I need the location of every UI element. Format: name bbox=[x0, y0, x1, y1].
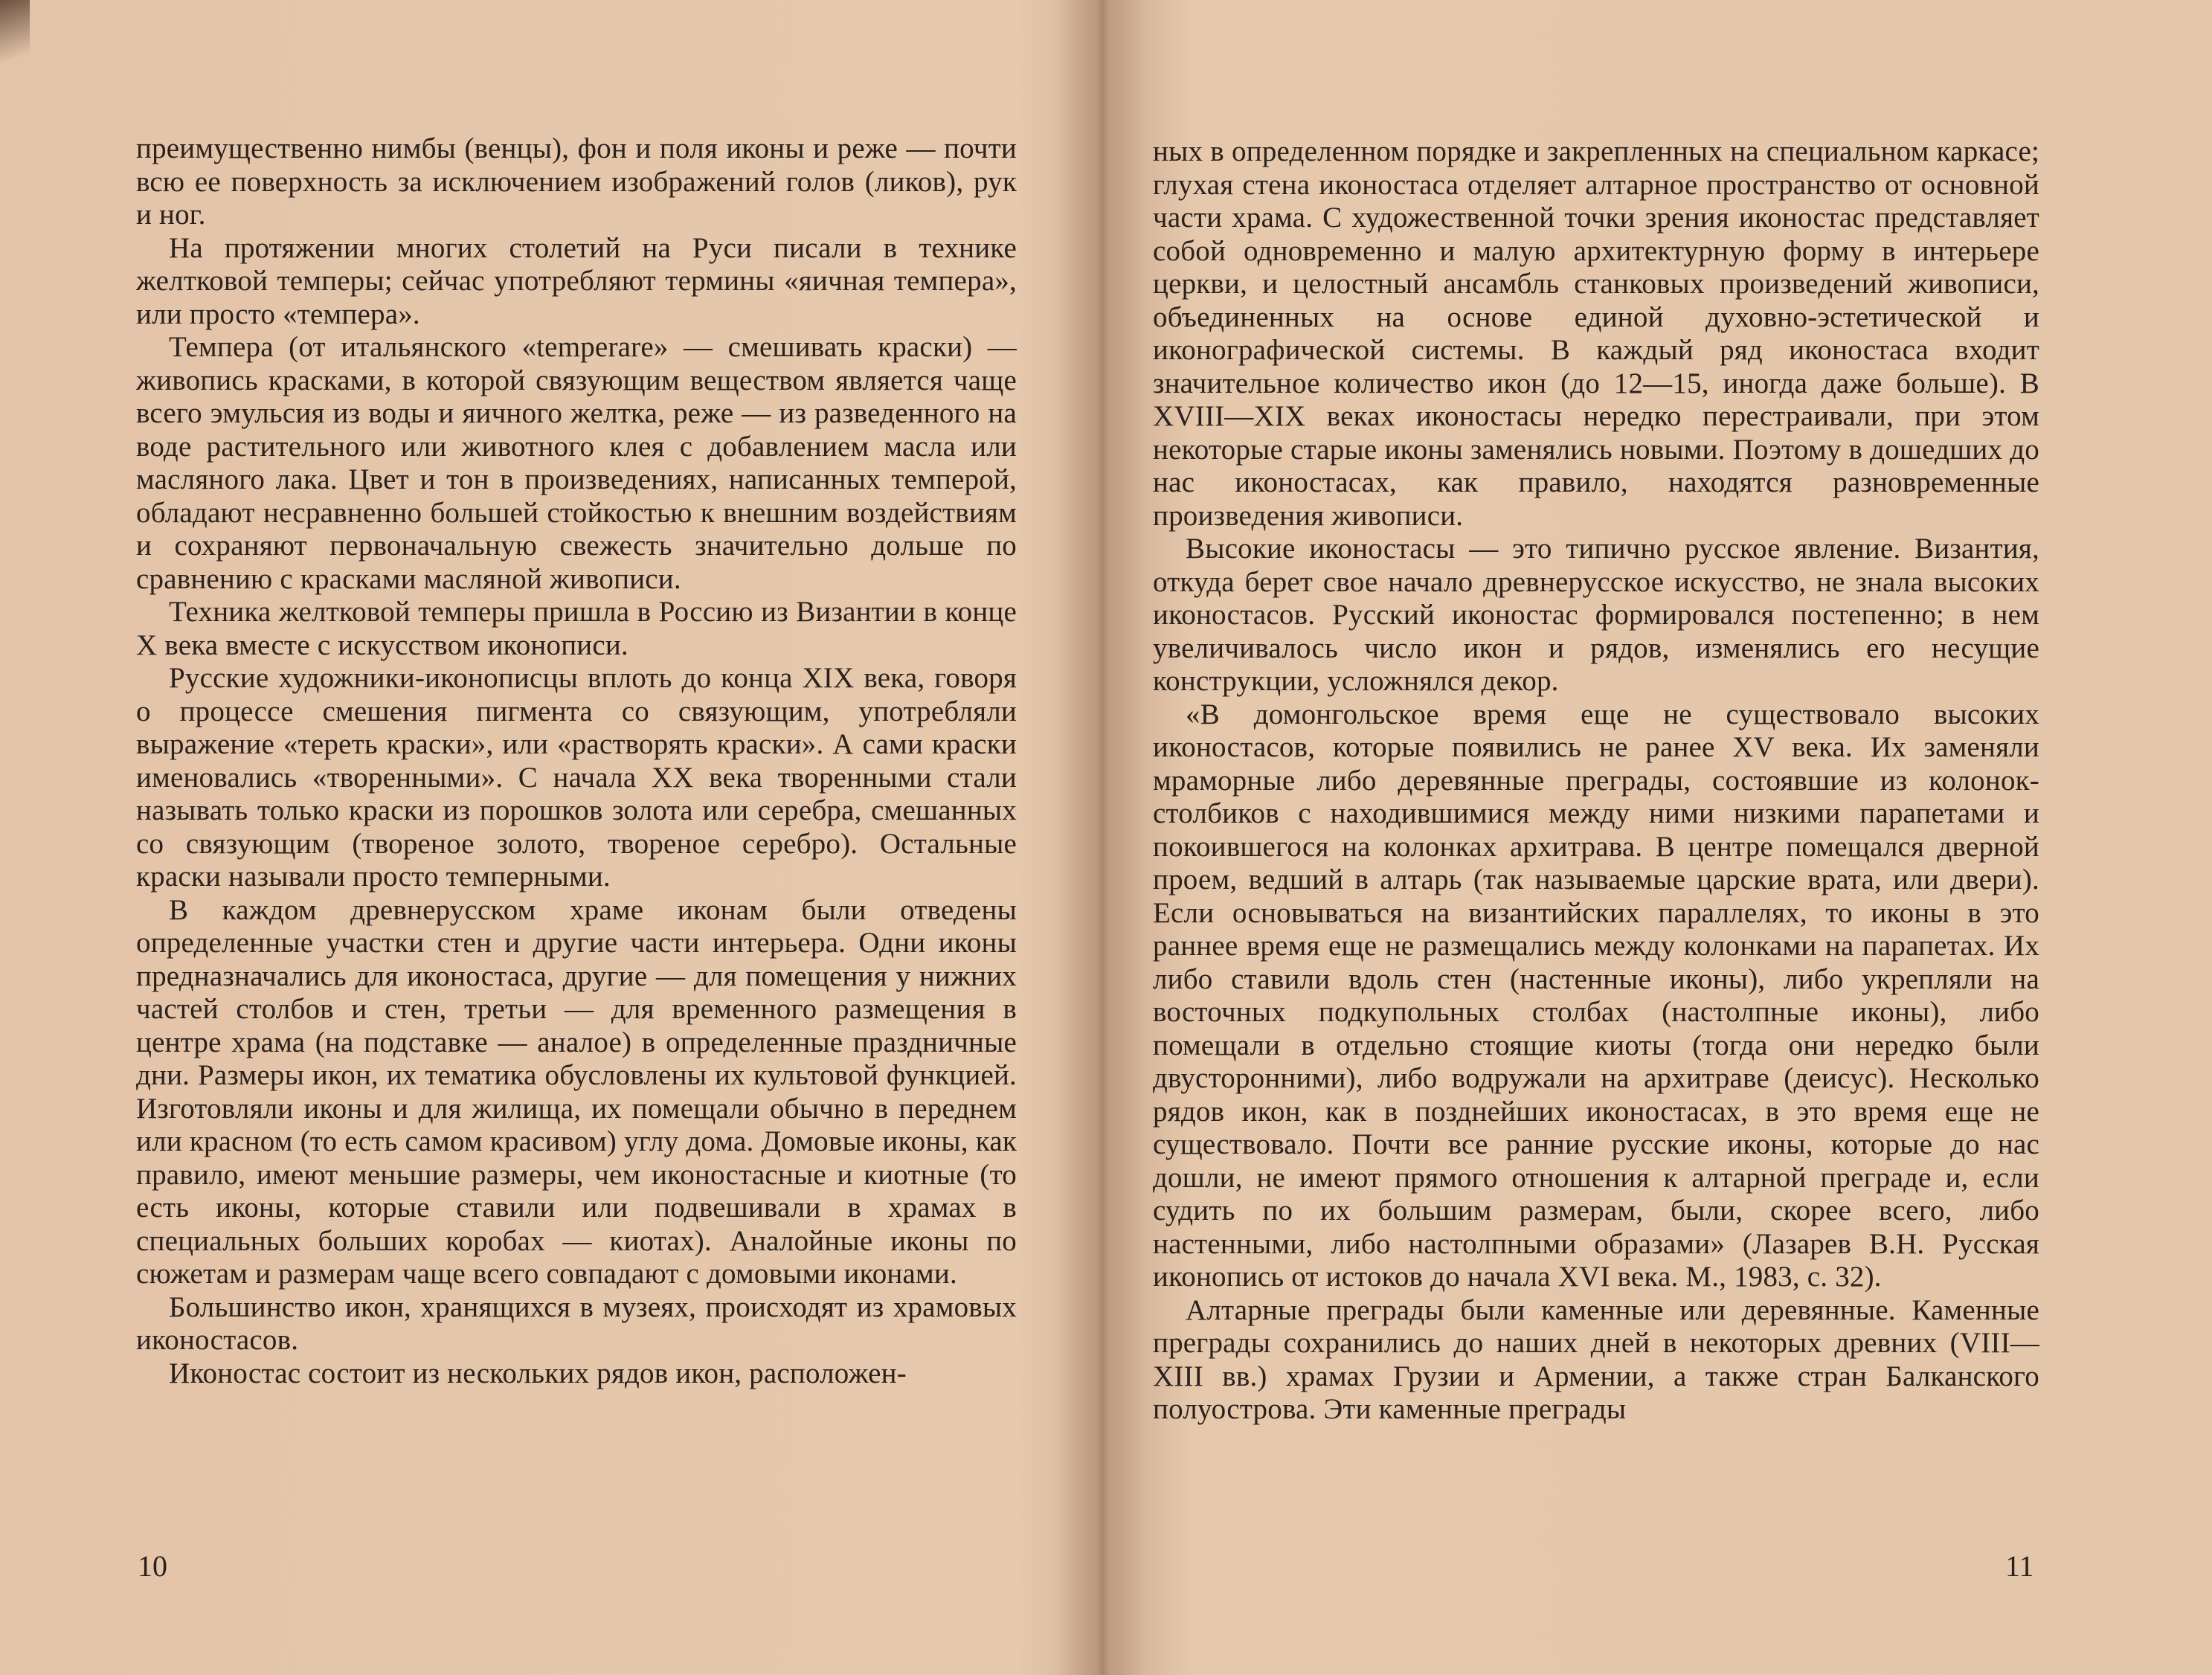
paragraph: Высокие иконостасы — это типично русское явление. Византия, откуда берет свое начало древнерусское искусство, не знала высоких иконостасов. Русский иконостас формировался постепенно; в нем увеличивалось число икон и рядов, изменялись его несущие конструкции, усложнялся декор. bbox=[1153, 533, 2039, 697]
right-page bbox=[1108, 0, 2212, 1675]
page-number-left: 10 bbox=[138, 1549, 167, 1583]
left-page-text bbox=[136, 132, 1017, 1390]
paragraph: Иконостас состоит из нескольких рядов икон, расположен- bbox=[169, 1357, 907, 1389]
paragraph: Алтарные преграды были каменные или деревянные. Каменные преграды сохранились до наших дней в некоторых древних (VIII—XIII вв.) храмах Грузии и Армении, а также стран Балканского полуострова. Эти каменные преграды bbox=[1153, 1293, 2039, 1425]
left-page bbox=[0, 0, 1101, 1675]
paragraph: Техника желтковой темперы пришла в Россию из Византии в конце X века вместе с искусством иконописи. bbox=[136, 596, 1017, 661]
paragraph: преимущественно нимбы (венцы), фон и поля иконы и реже — почти всю ее поверхность за исключением изображений голов (ликов), рук и ног. bbox=[136, 132, 1017, 231]
page-number-right: 11 bbox=[2005, 1549, 2034, 1583]
paragraph: «В домонгольское время еще не существовало высоких иконостасов, которые появились не ранее XV века. Их заменяли мраморные либо деревянные преграды, состоявшие из колонок-столбиков с находившимися между ними низкими парапетами и покоившегося на колонках архитрава. В центре помещался дверной проем, ведший в алтарь (так называемые царские врата, или двери). Если основываться на византийских параллелях, то иконы в это раннее время еще не размещались между колонками на парапетах. Их либо ставили вдоль стен (настенные иконы), либо укрепляли на восточных подкупольных столбах (настолпные иконы), либо помещали в отдельно стоящие киоты (тогда они нередко были двусторонними), либо водружали на архитраве (деисус). Несколько рядов икон, как в позднейших иконостасах, в это время еще не существовало. Почти все ранние русские иконы, которые до нас дошли, не имеют прямого отношения к алтарной преграде и, если судить по их большим размерам, были, скорее всего, либо настенными, либо настолпными образами» (Лазарев В.Н. Русская иконопись от истоков до начала XVI века. М., 1983, с. 32). bbox=[1153, 698, 2039, 1293]
paragraph: Большинство икон, хранящихся в музеях, происходят из храмовых иконостасов. bbox=[136, 1290, 1017, 1356]
paragraph: На протяжении многих столетий на Руси писали в технике желтковой темперы; сейчас употребляют термины «яичная темпера», или просто «темпера». bbox=[136, 231, 1017, 330]
right-page-text bbox=[1153, 135, 2039, 1427]
paragraph: Темпера (от итальянского «temperare» — смешивать краски) — живопись красками, в которой связующим веществом является чаще всего эмульсия из воды и яичного желтка, реже — из разведенного на воде растительного или животного клея с добавлением масла или масляного лака. Цвет и тон в произведениях, написанных темперой, обладают несравненно большей стойкостью к внешним воздействиям и сохраняют первоначальную свежесть значительно дольше по сравнению с красками масляной живописи. bbox=[136, 331, 1017, 595]
paragraph: ных в определенном порядке и закрепленных на специальном каркасе; глухая стена иконостаса отделяет алтарное пространство от основной части храма. С художественной точки зрения иконостас представляет собой одновременно и малую архитектурную форму в интерьере церкви, и целостный ансамбль станковых произведений живописи, объединенных на основе единой духовно-эстетической и иконографической системы. В каждый ряд иконостаса входит значительное количество икон (до 12—15, иногда даже больше). В XVIII—XIX веках иконостасы нередко перестраивали, при этом некоторые старые иконы заменялись новыми. Поэтому в дошедших до нас иконостасах, как правило, находятся разновременные произведения живописи. bbox=[1153, 135, 2039, 532]
paragraph: В каждом древнерусском храме иконам были отведены определенные участки стен и другие части интерьера. Одни иконы предназначались для иконостаса, другие — для помещения у нижних частей столбов и стен, третьи — для временного размещения в центре храма (на подставке — аналое) в определенные праздничные дни. Размеры икон, их тематика обусловлены их культовой функцией. Изготовляли иконы и для жилища, их помещали обычно в переднем или красном (то есть самом красивом) углу дома. Домовые иконы, как правило, имеют меньшие размеры, чем иконостасные и киотные (то есть иконы, которые ставили или подвешивали в храмах в специальных больших коробах — киотах). Аналойные иконы по сюжетам и размерам чаще всего совпадают с домовыми иконами. bbox=[136, 893, 1017, 1290]
paragraph: Русские художники-иконописцы вплоть до конца XIX века, говоря о процессе смешения пигмента со связующим, употребляли выражение «тереть краски», или «растворять краски». А сами краски именовались «творенными». С начала XX века творенными стали называть только краски из порошков золота или серебра, смешанных со связующим (твореное золото, твореное серебро). Остальные краски называли просто темперными. bbox=[136, 662, 1017, 893]
